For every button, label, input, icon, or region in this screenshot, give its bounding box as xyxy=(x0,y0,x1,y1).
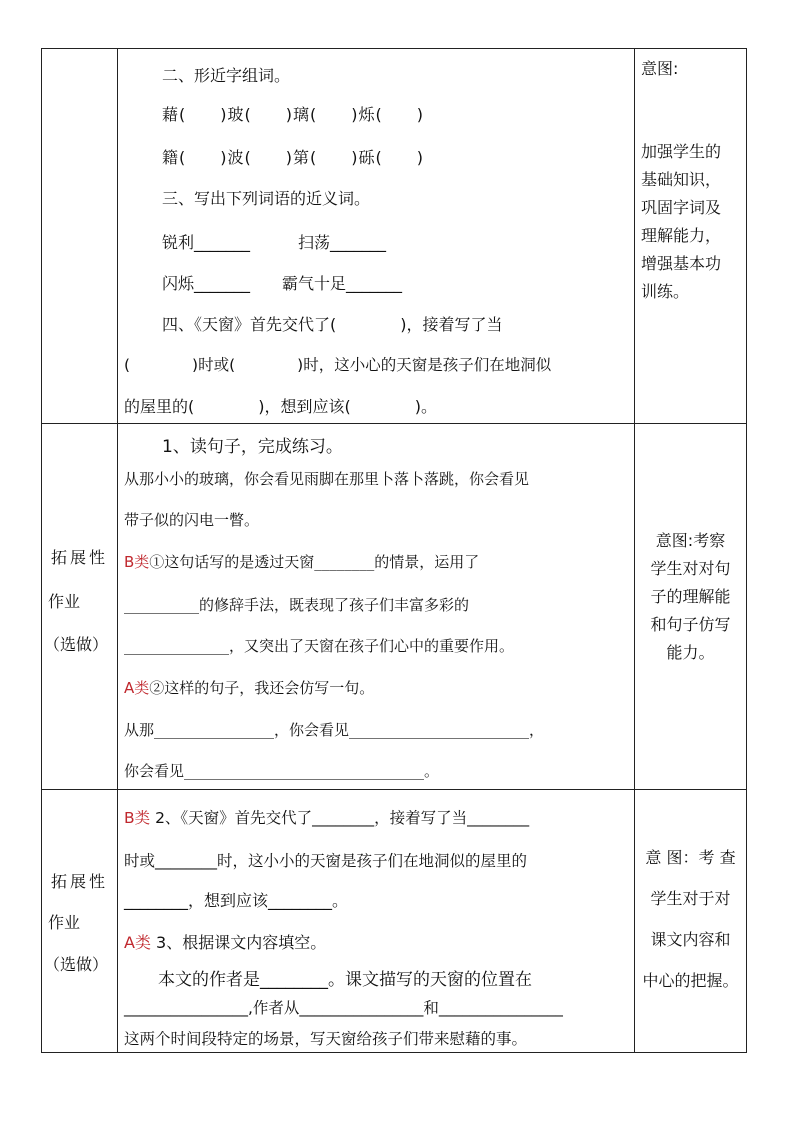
content-cell-fill xyxy=(118,790,635,1053)
note-line: 课文内容和 xyxy=(650,930,731,949)
b-question-line-3: ______________，又突出了天窗在孩子们心中的重要作用。 xyxy=(124,637,515,655)
note-cell-2 xyxy=(635,424,747,790)
a-question-line-1 xyxy=(124,677,374,698)
b-question-line-1 xyxy=(124,551,479,572)
a-question-line-2: 从那________________，你会看见________________________， xyxy=(124,721,545,739)
section-four-line-3: 的屋里的( )，想到应该( )。 xyxy=(124,397,437,416)
note-line: 基础知识， xyxy=(641,170,722,189)
note-line: 巩固字词及 xyxy=(641,198,722,217)
b-question-line-2: __________的修辞手法，既表现了孩子们丰富多彩的 xyxy=(124,596,470,614)
table-row xyxy=(42,49,747,424)
label-line: 作业 xyxy=(48,592,81,611)
a-question-text: ②这样的句子，我还会仿写一句。 xyxy=(149,679,375,697)
a-q3-text: 3、根据课文内容填空。 xyxy=(150,933,327,952)
label-line: 拓展性 xyxy=(50,872,108,891)
note-line: 加强学生的 xyxy=(641,142,722,161)
content-cell-basic xyxy=(118,49,635,424)
label-line: 作业 xyxy=(48,913,81,932)
content-cell-reading xyxy=(118,424,635,790)
homework-table xyxy=(41,48,747,1053)
note-line: 子的理解能 xyxy=(650,587,731,606)
note-cell-1 xyxy=(635,49,747,424)
synonym-line-2: 闪烁_______ 霸气十足_______ xyxy=(162,274,403,293)
section-four-line-2: ( )时或( )时，这小心的天窗是孩子们在地洞似 xyxy=(124,356,552,374)
label-cell xyxy=(42,424,118,790)
quoted-sentence-line-2: 带子似的闪电一瞥。 xyxy=(124,511,260,529)
a-tag: A类 xyxy=(124,933,151,952)
table-row xyxy=(42,790,747,1053)
note-line: 学生对对句 xyxy=(650,559,731,578)
note-line: 增强基本功 xyxy=(641,254,722,273)
a-tag: A类 xyxy=(124,679,150,697)
section-four-line-1: 四、《天窗》首先交代了( )，接着写了当 xyxy=(162,315,503,334)
note-line: 和句子仿写 xyxy=(650,615,731,634)
b-q2-line-2: 时或________时，这小小的天窗是孩子们在地洞似的屋里的 xyxy=(124,852,528,870)
note-line: 学生对于对 xyxy=(650,889,731,908)
note-line: 训练。 xyxy=(641,282,690,301)
note-line: 意图:考察 xyxy=(655,531,726,550)
quoted-sentence-line-1: 从那小小的玻璃，你会看见雨脚在那里卜落卜落跳，你会看见 xyxy=(124,470,530,488)
note-line: 理解能力， xyxy=(641,226,722,245)
a-question-line-3: 你会看见________________________________。 xyxy=(124,762,440,780)
label-line: （选做） xyxy=(44,955,109,974)
note-title: 意图: xyxy=(641,59,679,78)
label-cell xyxy=(42,790,118,1053)
a-q3-line-4: 这两个时间段特定的场景，写天窗给孩子们带来慰藉的事。 xyxy=(124,1030,528,1048)
a-q3-line-1 xyxy=(124,930,326,953)
note-line: 中心的把握。 xyxy=(642,971,739,990)
note-line: 能力。 xyxy=(666,643,715,662)
a-q3-line-2: 本文的作者是________。课文描写的天窗的位置在 xyxy=(124,970,532,990)
label-line: （选做） xyxy=(44,635,109,654)
section-two-heading: 二、形近字组词。 xyxy=(162,66,291,85)
note-cell-3 xyxy=(635,790,747,1053)
note-line: 意 图：考 查 xyxy=(645,848,736,867)
synonym-line-1: 锐利_______ 扫荡_______ xyxy=(162,233,387,252)
word-group-line-1: 藉( )玻( )璃( )烁( ) xyxy=(162,105,424,124)
b-q2-line-1 xyxy=(124,806,529,828)
b-tag: B类 xyxy=(124,553,150,571)
b-tag: B类 xyxy=(124,809,151,827)
b-question-text: ①这句话写的是透过天窗________的情景，运用了 xyxy=(149,553,480,571)
label-cell-empty xyxy=(42,49,118,424)
word-group-line-2: 籍( )波( )第( )砾( ) xyxy=(162,148,424,167)
b-q2-text: 2、《天窗》首先交代了________，接着写了当________ xyxy=(150,809,530,827)
table-row xyxy=(42,424,747,790)
section-three-heading: 三、写出下列词语的近义词。 xyxy=(162,189,371,208)
question-1-title: 1、读句子，完成练习。 xyxy=(162,437,343,457)
a-q3-line-3: ________________,作者从________________和________________ xyxy=(124,999,563,1017)
b-q2-line-3: ________，想到应该________。 xyxy=(124,891,349,910)
label-line: 拓展性 xyxy=(50,548,108,567)
